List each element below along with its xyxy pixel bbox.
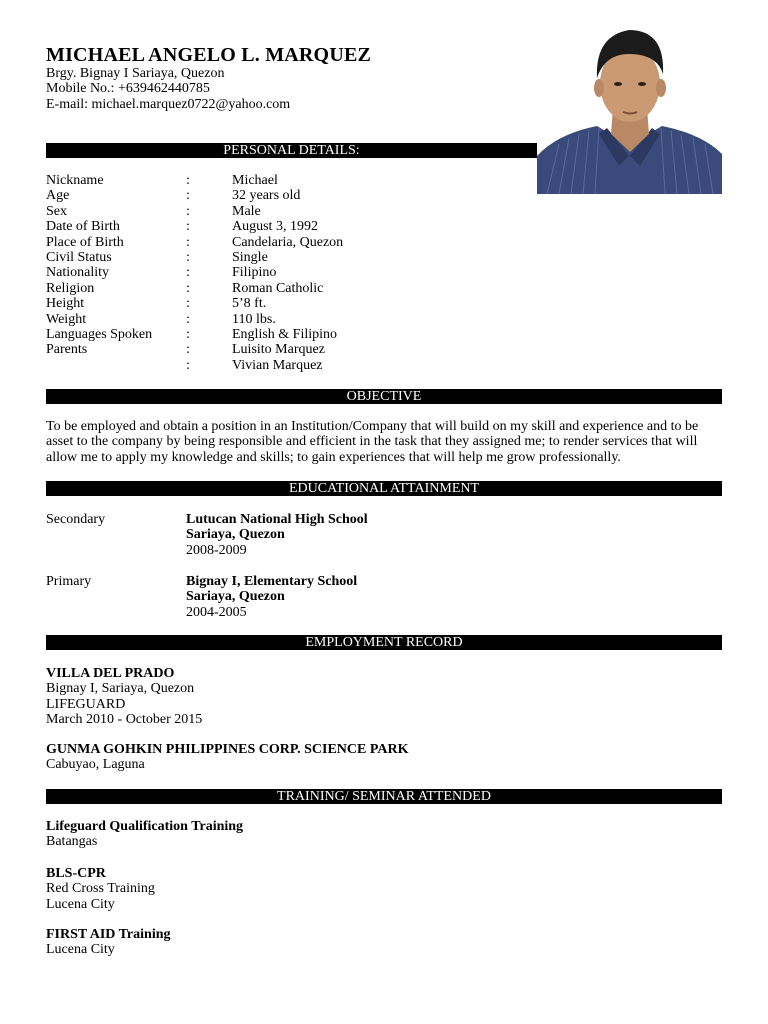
detail-label: Date of Birth: [46, 219, 120, 235]
section-header-objective: OBJECTIVE: [46, 389, 722, 404]
detail-colon: :: [186, 234, 190, 250]
school-years: 2008-2009: [186, 542, 247, 558]
personal-detail-row: [46, 188, 526, 203]
personal-detail-row: [46, 327, 526, 342]
detail-value: English & Filipino: [232, 326, 338, 342]
education-level: Secondary: [46, 512, 106, 527]
employment-period: March 2010 - October 2015: [46, 712, 203, 728]
detail-label: Sex: [46, 203, 67, 219]
detail-value: Luisito Marquez: [232, 342, 325, 358]
training-detail: Lucena City: [46, 896, 115, 912]
contact-block: [46, 66, 466, 112]
detail-label: Languages Spoken: [46, 326, 153, 342]
school-name: Lutucan National High School: [186, 512, 368, 527]
training-title: FIRST AID Training: [46, 927, 171, 942]
training-title: BLS-CPR: [46, 866, 106, 881]
detail-colon: :: [186, 280, 190, 296]
detail-value: Filipino: [232, 265, 277, 281]
objective-text: To be employed and obtain a position in an Institution/Company that will build on my skill and experience and to be asset to the company by being responsible and efficient in the task that they assigned me; to render services that will allow me to apply my knowledge and skills; to gain experiences that will help me grow professionally.: [46, 419, 699, 465]
detail-colon: :: [186, 342, 190, 358]
detail-value: 32 years old: [232, 188, 301, 204]
section-header-personal: PERSONAL DETAILS:: [46, 143, 537, 158]
section-header-education: EDUCATIONAL ATTAINMENT: [46, 481, 722, 496]
training-title: Lifeguard Qualification Training: [46, 819, 244, 834]
section-header-employment: EMPLOYMENT RECORD: [46, 635, 722, 650]
detail-colon: :: [186, 265, 190, 281]
detail-value: August 3, 1992: [232, 219, 318, 235]
training-entry: [46, 866, 722, 912]
training-entry: [46, 819, 722, 850]
education-entry: [46, 512, 722, 560]
detail-colon: :: [186, 173, 190, 188]
company-name: GUNMA GOHKIN PHILIPPINES CORP. SCIENCE PARK: [46, 742, 409, 757]
section-header-training: TRAINING/ SEMINAR ATTENDED: [46, 789, 722, 804]
applicant-name: MICHAEL ANGELO L. MARQUEZ: [46, 44, 372, 66]
training-detail: Lucena City: [46, 942, 115, 958]
school-place: Sariaya, Quezon: [186, 527, 285, 543]
detail-value: Roman Catholic: [232, 280, 324, 296]
education-level: Primary: [46, 574, 92, 589]
email-line: E-mail: michael.marquez0722@yahoo.com: [46, 96, 291, 112]
detail-colon: :: [186, 219, 190, 235]
company-name: VILLA DEL PRADO: [46, 666, 175, 681]
detail-label: Religion: [46, 280, 95, 296]
training-detail: Red Cross Training: [46, 881, 155, 897]
personal-detail-row: [46, 265, 526, 280]
personal-detail-row: [46, 312, 526, 327]
detail-value: Male: [232, 203, 261, 219]
personal-detail-row: [46, 281, 526, 296]
personal-detail-row: [46, 296, 526, 311]
address-line: Brgy. Bignay I Sariaya, Quezon: [46, 66, 225, 81]
detail-colon: :: [186, 311, 190, 327]
personal-detail-row: [46, 235, 526, 250]
detail-colon: :: [186, 296, 190, 312]
detail-value: Candelaria, Quezon: [232, 234, 344, 250]
detail-label: Place of Birth: [46, 234, 124, 250]
training-entry: [46, 927, 722, 958]
detail-colon: :: [186, 249, 190, 265]
personal-detail-row: [46, 219, 526, 234]
detail-label: Weight: [46, 311, 87, 327]
detail-value: Vivian Marquez: [232, 357, 323, 373]
personal-detail-row: [46, 173, 526, 188]
employment-entry: [46, 666, 722, 728]
detail-colon: :: [186, 326, 190, 342]
employment-entry: [46, 742, 722, 773]
training-detail: Batangas: [46, 834, 98, 850]
personal-detail-row: [46, 204, 526, 219]
detail-colon: :: [186, 203, 190, 219]
detail-label: Age: [46, 188, 70, 204]
school-years: 2004-2005: [186, 604, 247, 620]
detail-label: Parents: [46, 342, 88, 358]
detail-label: Nickname: [46, 173, 104, 188]
detail-colon: :: [186, 188, 190, 204]
detail-label: Height: [46, 296, 85, 312]
personal-detail-row: [46, 342, 526, 357]
education-entry: [46, 574, 722, 622]
detail-value: Single: [232, 249, 268, 265]
detail-value: 5’8 ft.: [232, 296, 267, 312]
company-place: Cabuyao, Laguna: [46, 757, 145, 773]
detail-label: Nationality: [46, 265, 109, 281]
school-name: Bignay I, Elementary School: [186, 574, 358, 589]
applicant-photo: [537, 16, 722, 194]
personal-detail-row: [46, 250, 526, 265]
detail-value: 110 lbs.: [232, 311, 276, 327]
mobile-line: Mobile No.: +639462440785: [46, 81, 210, 97]
school-place: Sariaya, Quezon: [186, 589, 285, 605]
detail-value: Michael: [232, 173, 278, 188]
personal-detail-row: [46, 358, 526, 373]
company-place: Bignay I, Sariaya, Quezon: [46, 681, 195, 697]
job-position: LIFEGUARD: [46, 696, 126, 712]
personal-details-table: [46, 173, 526, 373]
detail-colon: :: [186, 357, 190, 373]
detail-label: Civil Status: [46, 249, 112, 265]
